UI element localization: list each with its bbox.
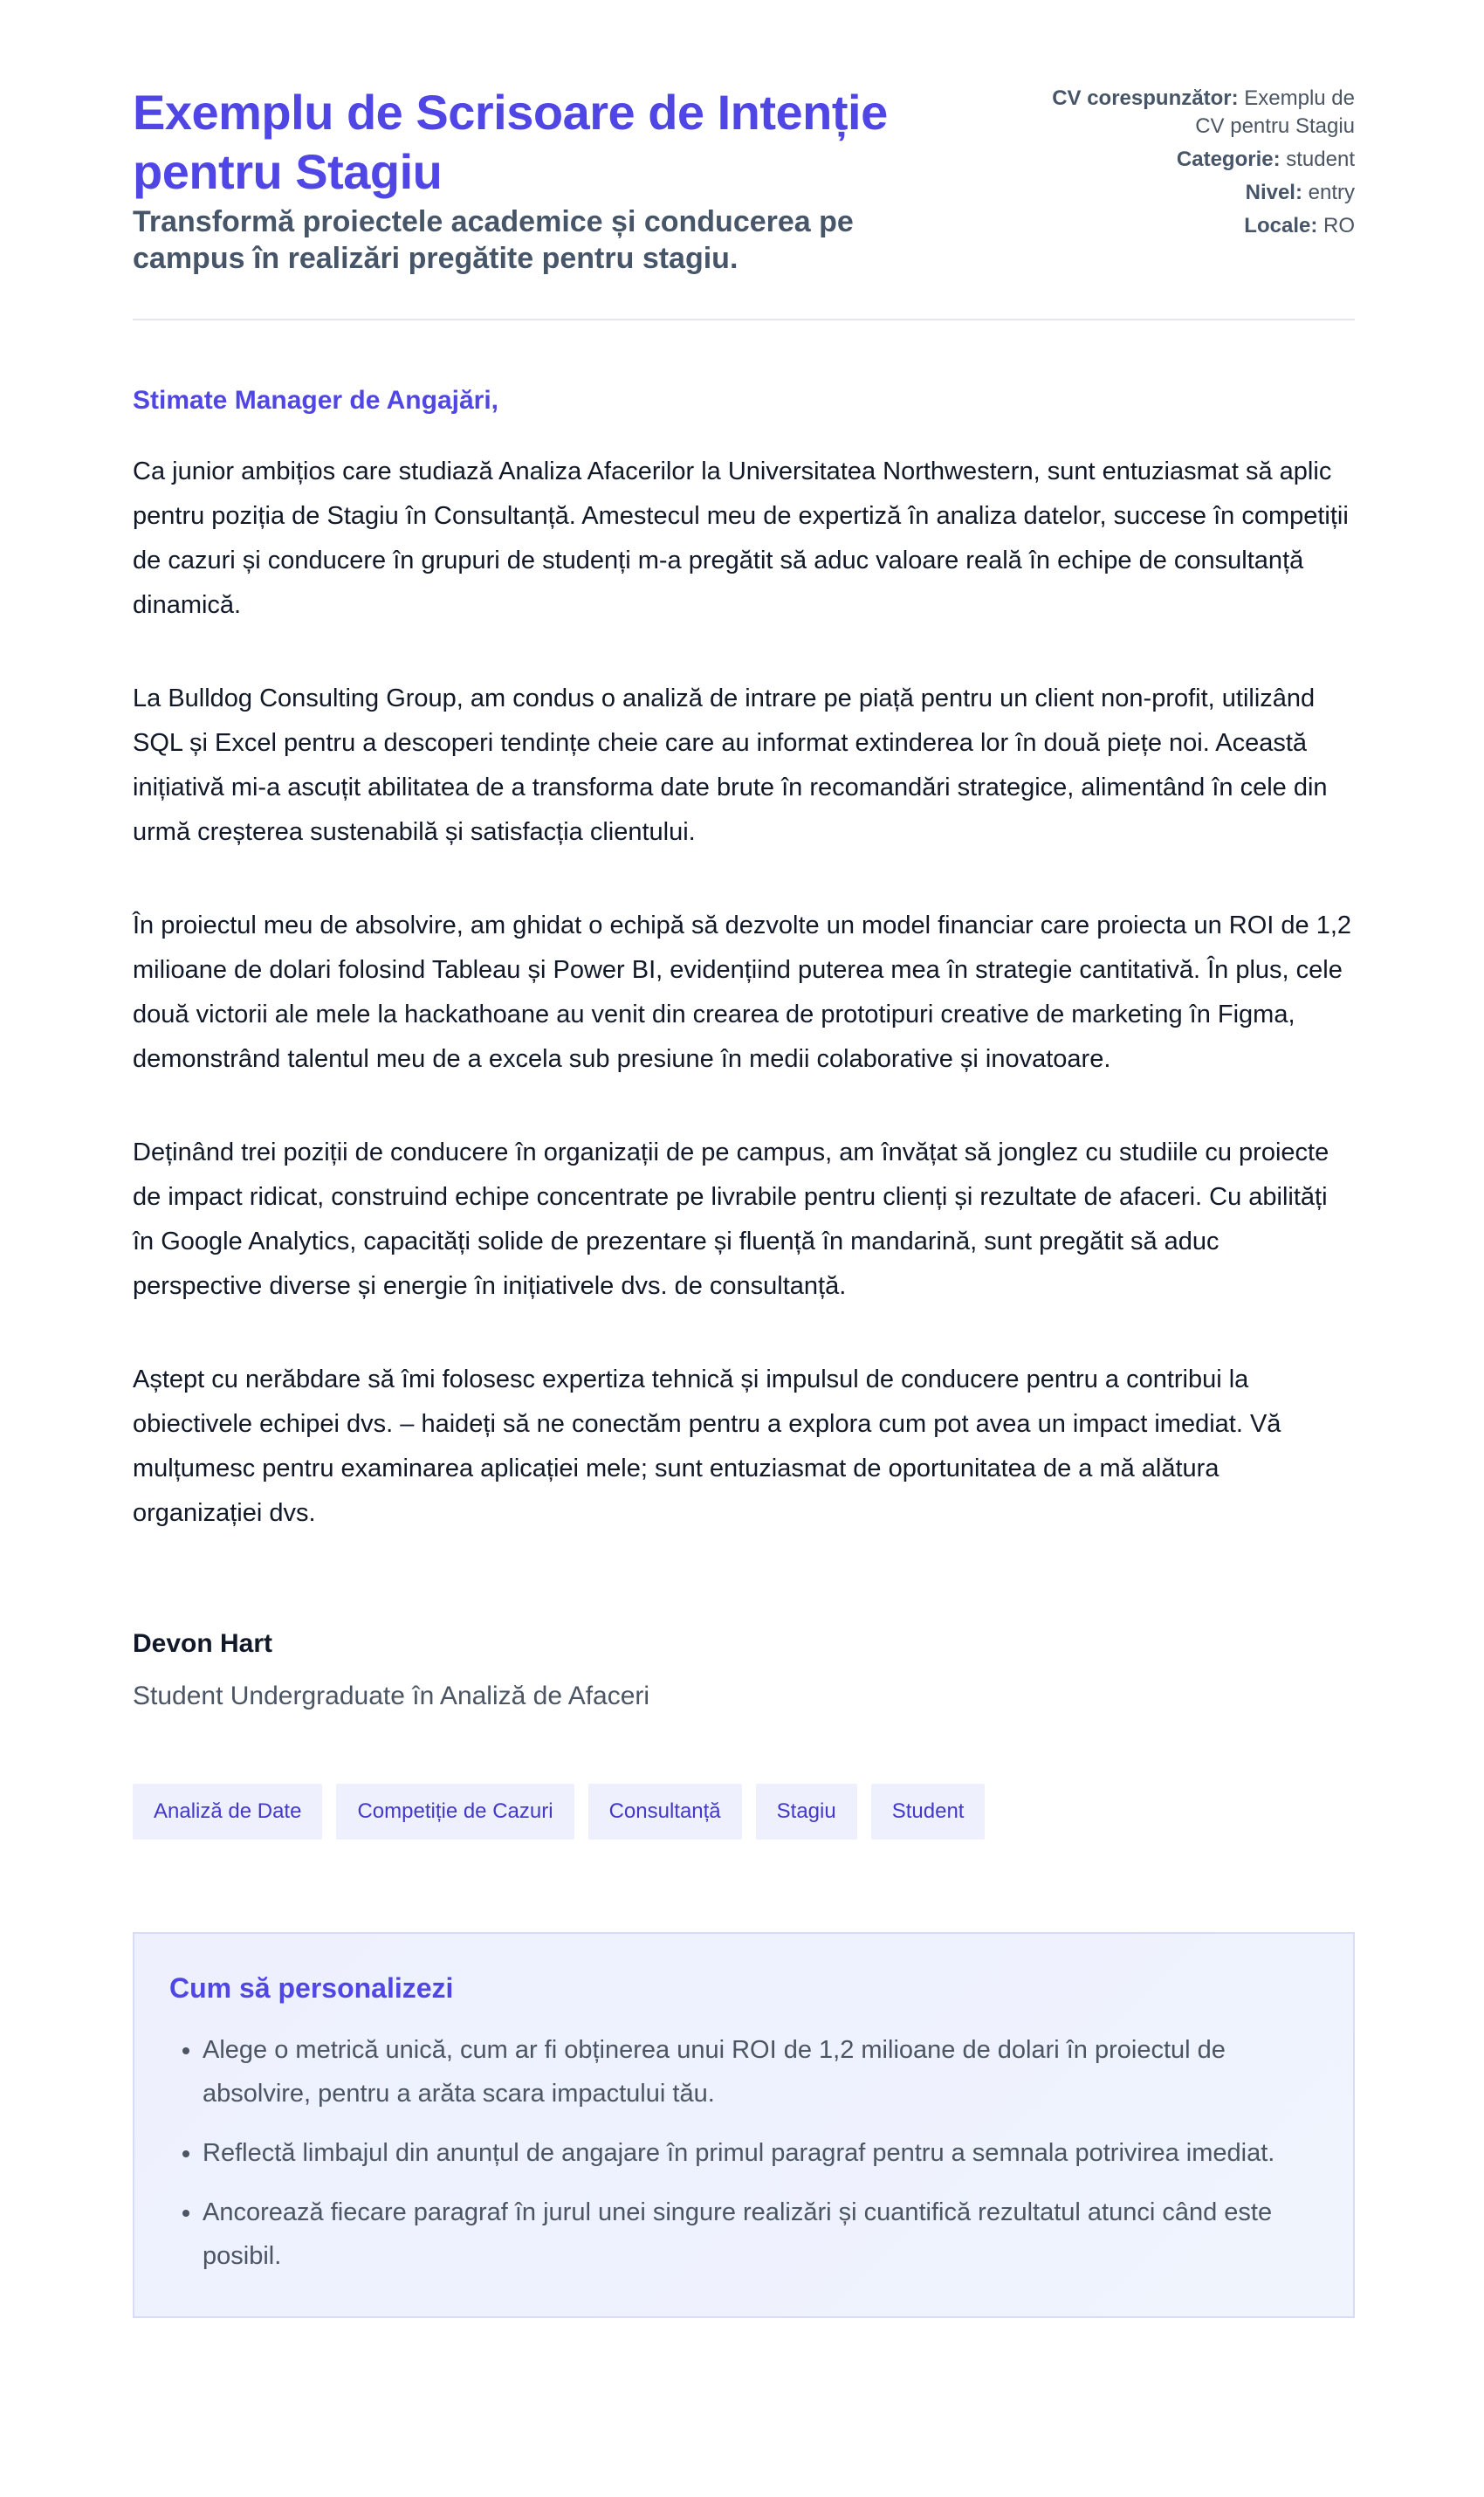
meta-cv-label: CV corespunzător: <box>1052 86 1239 110</box>
meta-locale <box>1023 212 1355 240</box>
meta-level <box>1023 179 1355 207</box>
meta-level-label: Nivel: <box>1245 181 1302 204</box>
letter-body <box>133 383 1355 1714</box>
meta-category-value: student <box>1286 148 1355 171</box>
meta-cv <box>1023 85 1355 141</box>
meta-level-value: entry <box>1308 181 1355 204</box>
letter-paragraph-2: La Bulldog Consulting Group, am condus o analiză de intrare pe piață pentru un client non-profit, utilizând SQL și Excel pentru a descoperi tendințe cheie care au informat extinderea lor în două piețe noi. Această inițiativă mi-a ascuțit abilitatea de a transforma date brute în recomandări strategice, alimentând în cele din urmă creșterea sustenabilă și satisfacția clientului. <box>133 684 1328 846</box>
page-header <box>133 83 1355 320</box>
tips-list-item: • Alege o metrică unică, cum ar fi obținerea unui ROI de 1,2 milioane de dolari în proiectul de absolvire, pentru a arăta scara impactului tău. <box>203 2028 1318 2115</box>
meta-locale-label: Locale: <box>1244 214 1318 237</box>
signature-role: Student Undergraduate în Analiză de Afaceri <box>133 1682 650 1710</box>
page-subtitle: Transformă proiectele academice și conducerea pe campus în realizări pregătite pentru stagiu. <box>133 205 854 275</box>
meta-cv-value: Exemplu de CV pentru Stagiu <box>1195 86 1355 138</box>
header-titles <box>133 83 971 277</box>
meta-category-label: Categorie: <box>1176 148 1281 171</box>
letter-greeting: Stimate Manager de Angajări, <box>133 386 499 415</box>
personalize-tips-box <box>133 1932 1355 2318</box>
tag-item[interactable]: Consultanță <box>588 1784 742 1840</box>
tag-item[interactable]: Student <box>871 1784 986 1840</box>
signature-name: Devon Hart <box>133 1629 273 1658</box>
tips-list-item: • Ancorează fiecare paragraf în jurul unei singure realizări și cuantifică rezultatul atunci când este posibil. <box>203 2191 1318 2278</box>
cover-letter-page <box>133 0 1355 2318</box>
meta-locale-value: RO <box>1323 214 1355 237</box>
tag-list <box>133 1784 1355 1840</box>
tips-title: Cum să personalizezi <box>169 1972 454 2004</box>
meta-category <box>1023 146 1355 174</box>
meta-panel <box>1023 83 1355 245</box>
page-title: Exemplu de Scrisoare de Intenție pentru Stagiu <box>133 85 888 199</box>
letter-paragraph-4: Deținând trei poziții de conducere în organizații de pe campus, am învățat să jonglez cu studiile cu proiecte de impact ridicat, construind echipe concentrate pe livrabile pentru clienți și rezultate de afaceri. Cu abilități în Google Analytics, capacități solide de prezentare și fluență în mandarină, sunt pregătit să aduc perspective diverse și energie în inițiativele dvs. de consultanță. <box>133 1138 1329 1300</box>
tag-item[interactable]: Stagiu <box>756 1784 857 1840</box>
tag-item[interactable]: Competiție de Cazuri <box>336 1784 574 1840</box>
letter-paragraph-3: În proiectul meu de absolvire, am ghidat o echipă să dezvolte un model financiar care proiecta un ROI de 1,2 milioane de dolari folosind Tableau și Power BI, evidențiind puterea mea în strategie cantitativă. În plus, cele două victorii ale mele la hackathoane au venit din crearea de prototipuri creative de marketing în Figma, demonstrând talentul meu de a excela sub presiune în medii colaborative și inovatoare. <box>133 911 1352 1073</box>
tips-list-item: • Reflectă limbajul din anunțul de angajare în primul paragraf pentru a semnala potrivirea imediat. <box>203 2131 1318 2175</box>
letter-paragraph-5: Aștept cu nerăbdare să îmi folosesc expertiza tehnică și impulsul de conducere pentru a contribui la obiectivele echipei dvs. – haideți să ne conectăm pentru a explora cum pot avea un impact imediat. Vă mulțumesc pentru examinarea aplicației mele; sunt entuziasmat de oportunitatea de a mă alătura organizației dvs. <box>133 1365 1281 1527</box>
tips-list <box>169 2028 1318 2278</box>
letter-paragraph-1: Ca junior ambițios care studiază Analiza Afacerilor la Universitatea Northwestern, sunt entuziasmat să aplic pentru poziția de Stagiu în Consultanță. Amestecul meu de expertiză în analiza datelor, succese în competiții de cazuri și conducere în grupuri de studenți m-a pregătit să aduc valoare reală în echipe de consultanță dinamică. <box>133 457 1349 619</box>
tag-item[interactable]: Analiză de Date <box>133 1784 322 1840</box>
